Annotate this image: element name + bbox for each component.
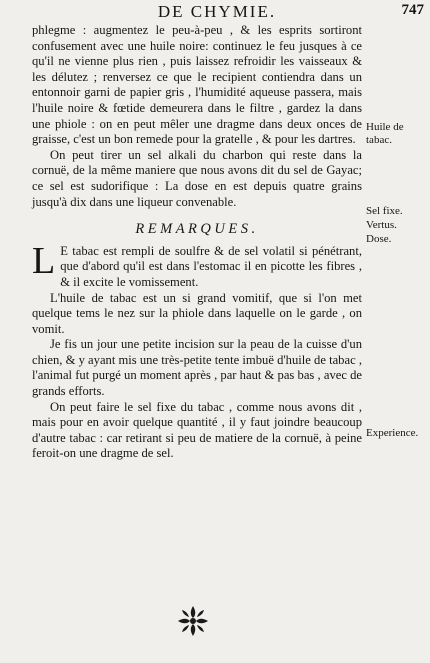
margin-note-experience: Experience. — [366, 427, 419, 439]
remark-1-text: E tabac est rempli de soulfre & de sel volatil si pénétrant, que d'abord qu'il est dans l'estomac il en picotte les fibres , & il excite le vomissement. — [60, 243, 362, 289]
paragraph-huile-de-tabac: phlegme : augmentez le peu-à-peu , & les esprits sortiront confusement avec une huile noire: continuez le feu jusques à ce qu'il ne vienne plus rien , puis laissez refroidir les vaisseaux & les délutez ; renversez ce que le recipient contiendra dans un entonnoir garni de papier gris , l'humidité aqueuse passera, mais l'huile noire & fœtide demeurera dans le filtre , gardez la dans une phiole : on en peut mêler une dragme dans deux onces de graisse, c'est un bon remede pour la gratelle , & pour les dartres. — [32, 23, 362, 147]
remark-paragraph-3: Je fis un jour une petite incision sur la peau de la cuisse d'un chien, & y ayant mis une très-petite tente imbuë d'huile de tabac , l'animal fut purgé un moment après , par haut & pas bas , avec de grands efforts. — [32, 337, 362, 399]
margin-note-dose: Dose. — [366, 233, 392, 245]
drop-cap: L — [32, 239, 56, 282]
margin-note-sel-fixe: Sel fixe. — [366, 205, 403, 217]
remark-paragraph-4: On peut faire le sel fixe du tabac , comme nous avons dit , mais pour en avoir quelque quantité , il y faut joindre beaucoup d'autre tabac : car retirant si peu de matiere de la cornuë, à peine feroit-on une dragme de sel. — [32, 399, 362, 461]
margin-note-vertus: Vertus. — [366, 219, 397, 231]
remark-paragraph-1 — [32, 239, 362, 291]
page-body — [32, 23, 362, 462]
fleuron-ornament-icon — [176, 604, 210, 638]
page-number: 747 — [401, 2, 424, 18]
page-header — [0, 2, 430, 20]
running-title: DE CHYMIE. — [157, 2, 277, 21]
paragraph-sel-alkali: On peut tirer un sel alkali du charbon qui reste dans la cornuë, de la même maniere que nous avons dit du sel de Gayac; ce sel est sudorifique : La dose en est depuis quatre grains jusqu'à dix dans une liqueur convenable. — [32, 147, 362, 209]
margin-note-huile-de-tabac: Huile de tabac. — [366, 121, 404, 146]
remarques-heading: REMARQUES. — [135, 221, 259, 238]
remark-paragraph-2: L'huile de tabac est un si grand vomitif, que si l'on met quelque tems le nez sur la phiole dans laquelle on le garde , on vomit. — [32, 290, 362, 336]
